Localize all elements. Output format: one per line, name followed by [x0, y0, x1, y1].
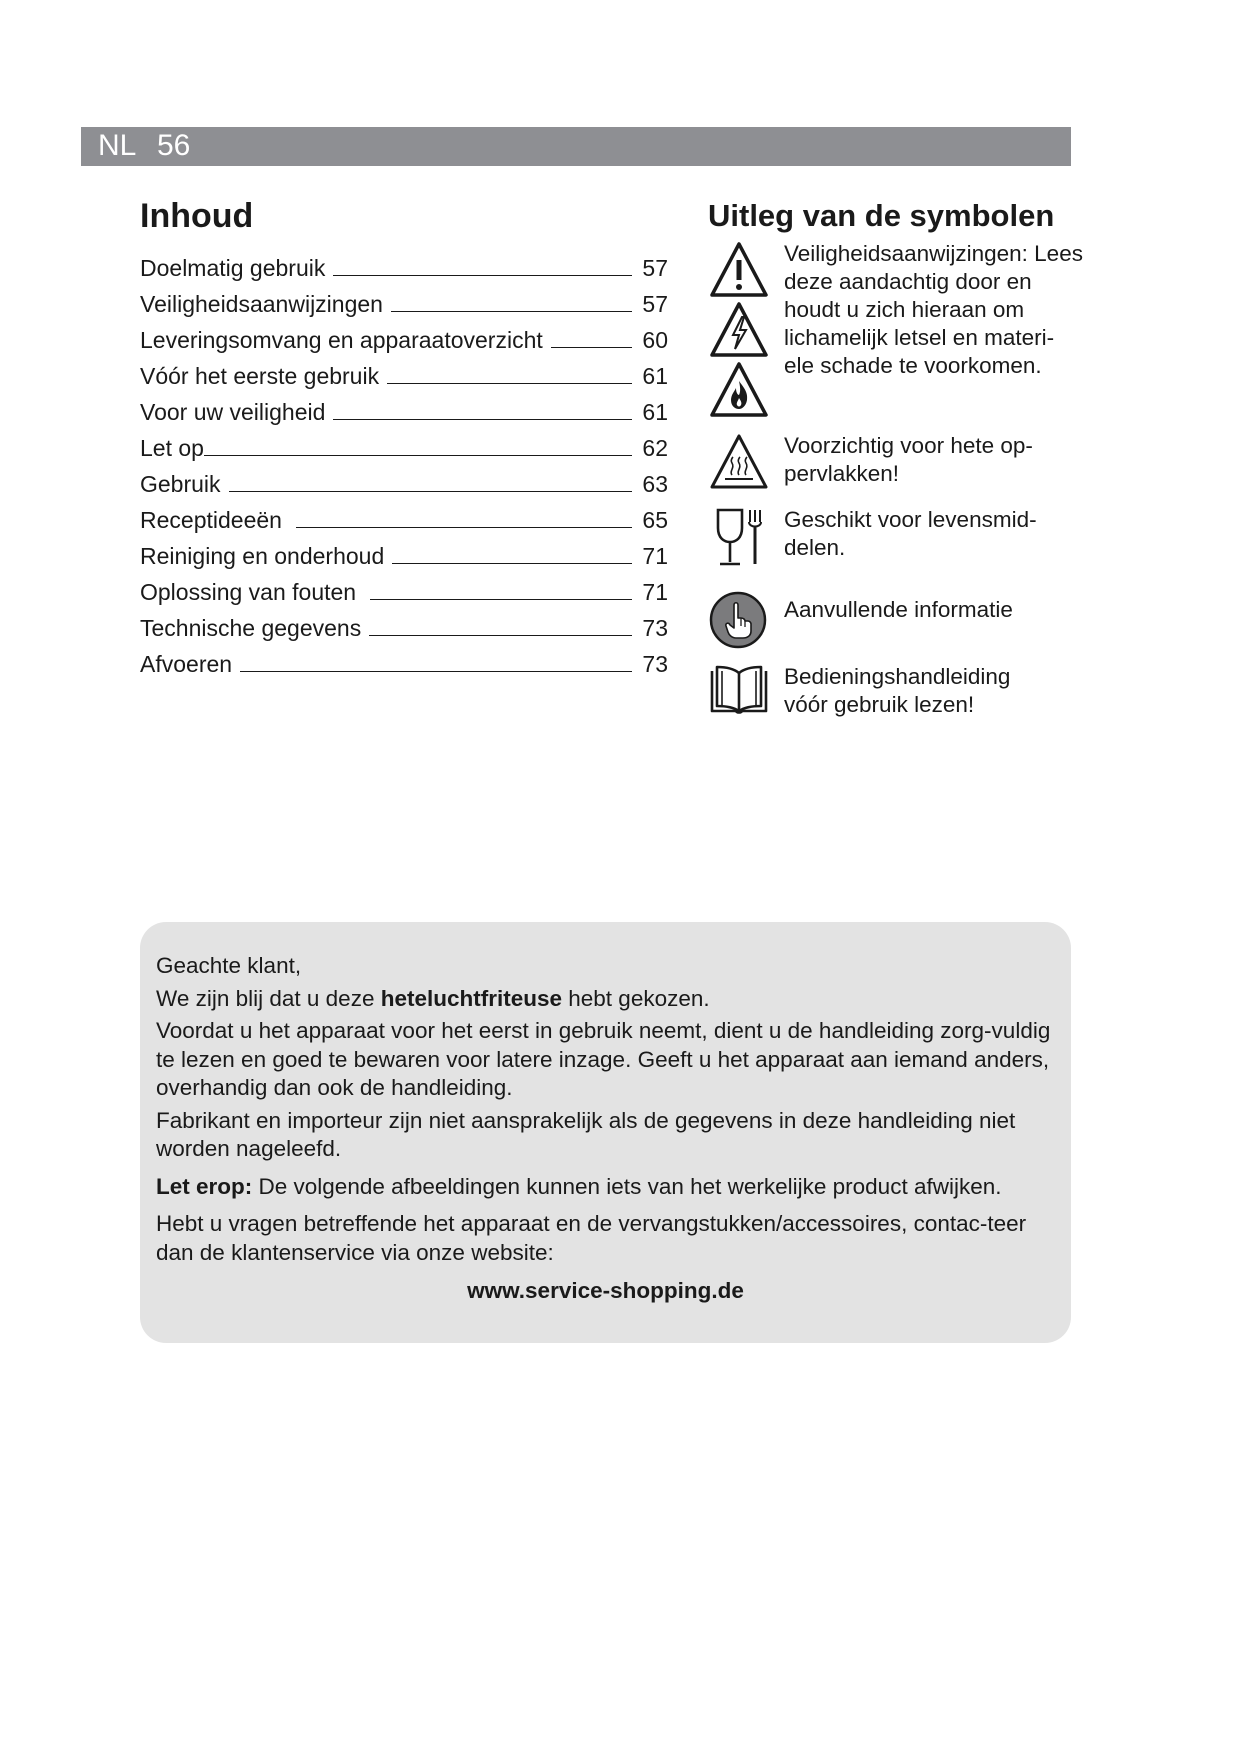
toc-entry[interactable] [140, 426, 668, 462]
read-manual-icon [708, 663, 770, 719]
image-disclaimer: Let erop: De volgende afbeeldingen kunnen iets van het werkelijke product afwijken. [156, 1173, 1002, 1199]
toc-leader-line [240, 671, 632, 672]
table-of-contents [140, 196, 668, 678]
toc-entry-label: Let op [140, 435, 204, 461]
toc-title: Inhoud [140, 197, 254, 235]
toc-entry-page: 61 [642, 363, 668, 389]
toc-entry-label: Leveringsomvang en apparaatoverzicht [140, 327, 543, 353]
toc-leader-line [229, 491, 632, 492]
toc-entry[interactable] [140, 390, 668, 426]
toc-entry-page: 65 [642, 507, 668, 533]
symbol-text: Voorzichtig voor hete op-pervlakken! [784, 433, 1033, 486]
toc-entry-label: Veiligheidsaanwijzingen [140, 291, 383, 317]
toc-entry[interactable] [140, 354, 668, 390]
toc-entry-label: Oplossing van fouten [140, 579, 357, 605]
symbol-text: Aanvullende informatie [784, 597, 1013, 622]
toc-entry-label: Afvoeren [140, 651, 233, 677]
symbol-text: Geschikt voor levensmid-delen. [784, 507, 1037, 560]
toc-leader-line [392, 563, 632, 564]
toc-entry-page: 71 [642, 543, 668, 569]
toc-entry[interactable] [140, 282, 668, 318]
toc-entry-label: Gebruik [140, 471, 221, 497]
toc-entry-label: Doelmatig gebruik [140, 255, 326, 281]
symbols-legend [708, 196, 1083, 717]
toc-entry-label: Receptideeën [140, 507, 282, 533]
hot-surface-icon [708, 432, 770, 492]
toc-entry-label: Voor uw veiligheid [140, 399, 326, 425]
toc-leader-line [333, 419, 632, 420]
electric-shock-icon [708, 300, 770, 360]
fire-hazard-icon [708, 360, 770, 420]
customer-welcome-box [140, 922, 1071, 1343]
liability-note: Fabrikant en importeur zijn niet aansprakelijk als de gegevens in deze handleiding niet worden nageleefd. [156, 1107, 1016, 1161]
symbol-text: Veiligheidsaanwijzingen: Lees deze aandachtig door en houdt u zich hieraan om lichamelijk letsel en materi-ele schade te voorkomen. [784, 241, 1083, 378]
product-name: heteluchtfriteuse [380, 985, 563, 1011]
toc-entry-page: 73 [642, 651, 668, 677]
food-safe-icon [708, 506, 770, 570]
symbol-text: Bedieningshandleiding vóór gebruik lezen! [784, 664, 1011, 717]
toc-entry-page: 73 [642, 615, 668, 641]
toc-entry-page: 71 [642, 579, 668, 605]
toc-entry-page: 60 [642, 327, 668, 353]
page-number: 56 [157, 129, 191, 162]
toc-leader-line [204, 455, 632, 456]
manual-instruction: Voordat u het apparaat voor het eerst in gebruik neemt, dient u de handleiding zorg-vuldig te lezen en goed te bewaren voor latere inzage. Geeft u het apparaat aan iemand anders, overhandig dan ook de handleiding. [156, 1018, 1051, 1100]
intro-line: We zijn blij dat u deze heteluchtfriteuse hebt gekozen. [156, 985, 710, 1011]
toc-leader-line [551, 347, 632, 348]
header-bar [81, 127, 1071, 166]
toc-entry-label: Technische gegevens [140, 615, 362, 641]
toc-entry-page: 57 [642, 255, 668, 281]
toc-leader-line [370, 599, 632, 600]
toc-entry[interactable] [140, 570, 668, 606]
toc-leader-line [333, 275, 632, 276]
info-hand-icon [708, 590, 770, 650]
toc-entry[interactable] [140, 318, 668, 354]
warning-exclamation-icon [708, 240, 770, 300]
toc-leader-line [369, 635, 632, 636]
symbols-title: Uitleg van de symbolen [708, 198, 1055, 233]
toc-entry-label: Reiniging en onderhoud [140, 543, 385, 569]
toc-entry[interactable] [140, 534, 668, 570]
language-code: NL [98, 129, 137, 162]
toc-entry[interactable] [140, 642, 668, 678]
toc-entry-page: 61 [642, 399, 668, 425]
toc-leader-line [391, 311, 632, 312]
toc-entry[interactable] [140, 462, 668, 498]
service-contact: Hebt u vragen betreffende het apparaat en de vervangstukken/accessoires, contac-teer dan de klantenservice via onze website: [156, 1211, 1027, 1265]
toc-leader-line [387, 383, 632, 384]
toc-entry-label: Vóór het eerste gebruik [140, 363, 380, 389]
toc-leader-line [296, 527, 632, 528]
greeting: Geachte klant, [156, 953, 302, 978]
toc-entry[interactable] [140, 606, 668, 642]
toc-entry[interactable] [140, 246, 668, 282]
toc-entry-page: 62 [642, 435, 668, 461]
toc-entry-page: 57 [642, 291, 668, 317]
toc-entry-page: 63 [642, 471, 668, 497]
website-link[interactable]: www.service-shopping.de [467, 1278, 744, 1303]
toc-entry[interactable] [140, 498, 668, 534]
